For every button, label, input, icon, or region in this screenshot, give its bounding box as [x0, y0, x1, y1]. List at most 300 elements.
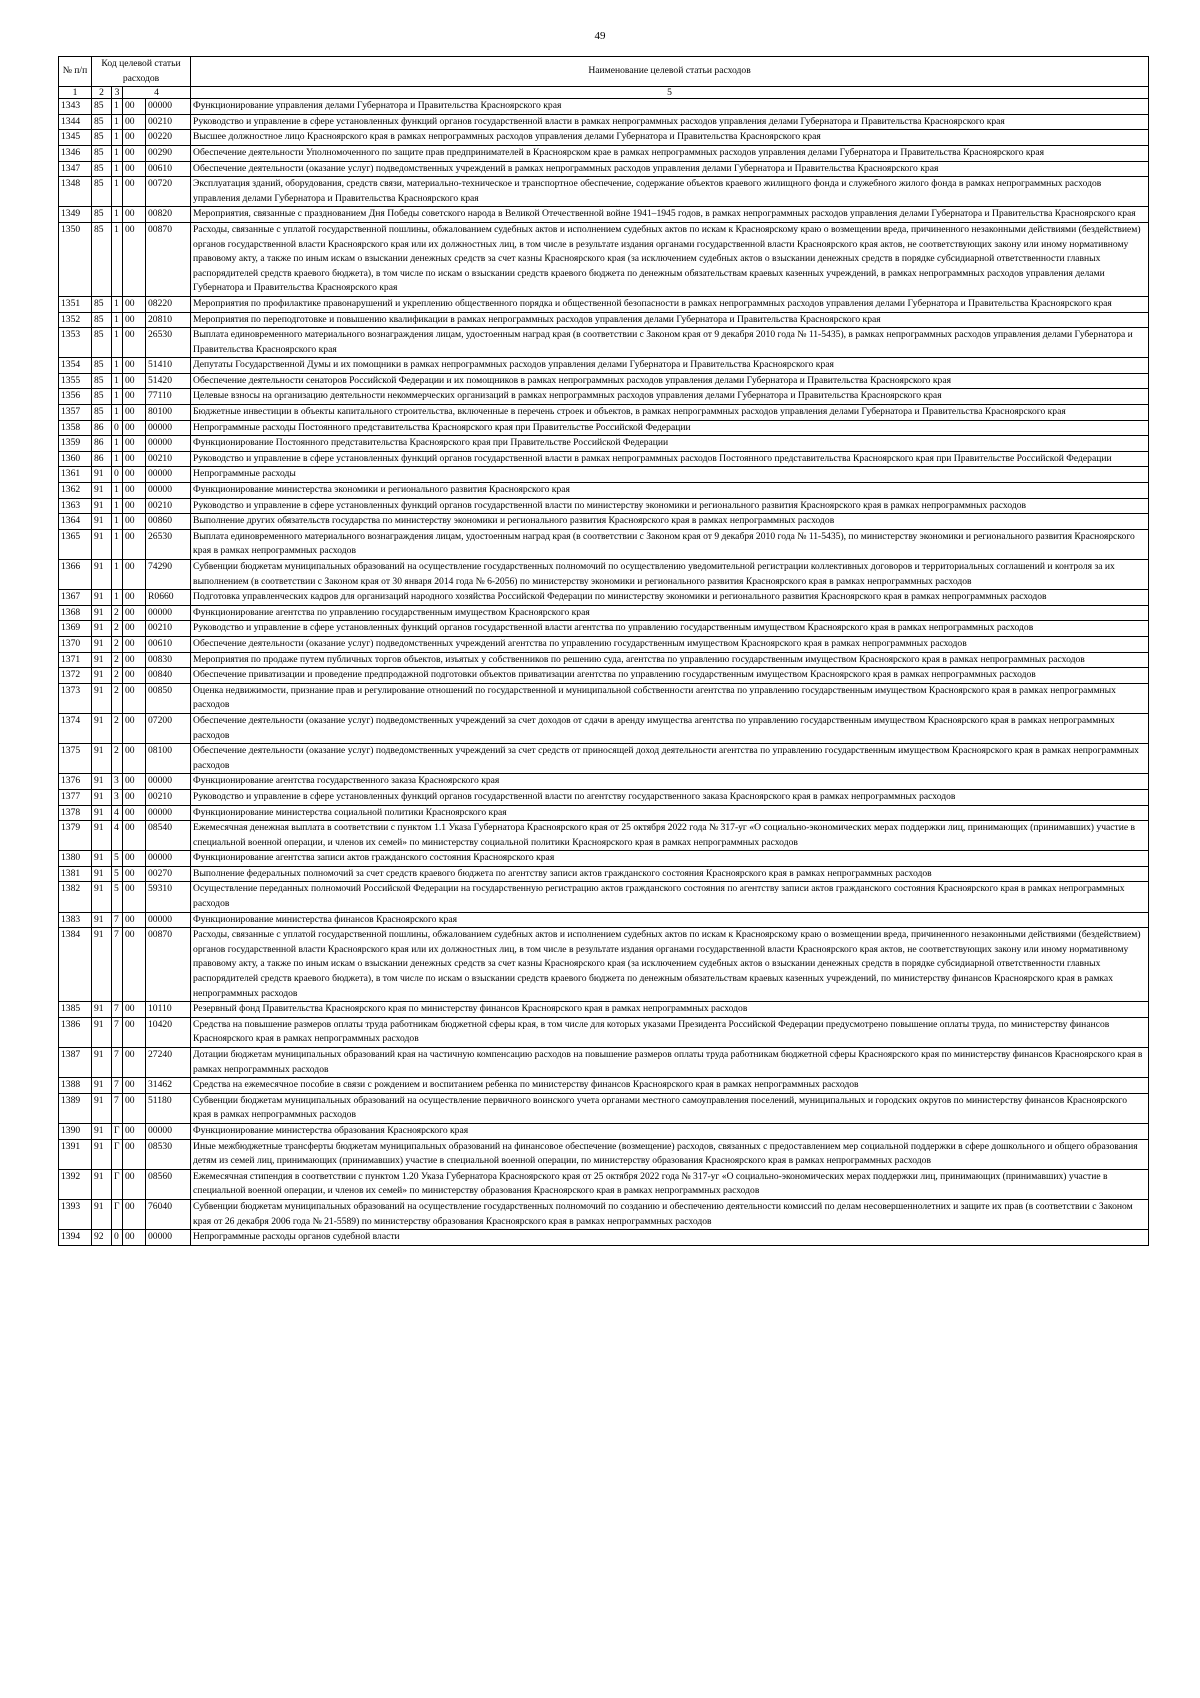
code-part-4-cell: 51410 — [146, 358, 191, 374]
code-part-3-cell: 00 — [123, 114, 146, 130]
code-part-2-cell: 1 — [112, 161, 123, 177]
code-part-2-cell: 1 — [112, 328, 123, 358]
code-part-2-cell: 1 — [112, 514, 123, 530]
article-name-cell: Функционирование министерства финансов Красноярского края — [191, 912, 1149, 928]
code-part-2-cell: 7 — [112, 1017, 123, 1047]
code-part-3-cell: 00 — [123, 483, 146, 499]
row-number-cell: 1377 — [59, 789, 92, 805]
article-name-cell: Функционирование агентства по управлению государственным имуществом Красноярского края — [191, 605, 1149, 621]
code-part-1-cell: 91 — [92, 1169, 112, 1199]
code-part-3-cell: 00 — [123, 99, 146, 115]
code-part-3-cell: 00 — [123, 713, 146, 743]
code-part-3-cell: 00 — [123, 436, 146, 452]
table-row — [59, 99, 1149, 115]
code-part-3-cell: 00 — [123, 207, 146, 223]
code-part-1-cell: 91 — [92, 821, 112, 851]
article-name-cell: Обеспечение деятельности (оказание услуг) подведомственных учреждений за счет доходов от сдачи в аренду имущества агентства по управлению государственным имуществом Красноярского края в рамках непрограммных расходов — [191, 713, 1149, 743]
row-number-cell: 1349 — [59, 207, 92, 223]
code-part-3-cell: 00 — [123, 652, 146, 668]
row-number-cell: 1381 — [59, 866, 92, 882]
code-part-1-cell: 85 — [92, 145, 112, 161]
row-number-cell: 1361 — [59, 467, 92, 483]
code-part-4-cell: 00270 — [146, 866, 191, 882]
header-code: Код целевой статьи расходов — [92, 57, 191, 87]
code-part-1-cell: 91 — [92, 529, 112, 559]
article-name-cell: Руководство и управление в сфере установленных функций органов государственной власти агентства по управлению государственным имуществом Красноярского края в рамках непрограммных расходов — [191, 621, 1149, 637]
code-part-1-cell: 85 — [92, 130, 112, 146]
code-part-1-cell: 85 — [92, 389, 112, 405]
code-part-2-cell: 2 — [112, 636, 123, 652]
code-part-2-cell: 1 — [112, 436, 123, 452]
row-number-cell: 1374 — [59, 713, 92, 743]
row-number-cell: 1347 — [59, 161, 92, 177]
code-part-4-cell: 00000 — [146, 912, 191, 928]
article-name-cell: Резервный фонд Правительства Красноярского края по министерству финансов Красноярского края в рамках непрограммных расходов — [191, 1002, 1149, 1018]
article-name-cell: Функционирование министерства образования Красноярского края — [191, 1123, 1149, 1139]
code-part-4-cell: R0660 — [146, 590, 191, 606]
code-part-3-cell: 00 — [123, 498, 146, 514]
code-part-4-cell: 00000 — [146, 99, 191, 115]
code-part-3-cell: 00 — [123, 420, 146, 436]
row-number-cell: 1370 — [59, 636, 92, 652]
article-name-cell: Дотации бюджетам муниципальных образований края на частичную компенсацию расходов на повышение размеров оплаты труда работникам бюджетной сферы Красноярского края по министерству финансов Красноярского края в рамках непрограммных расходов — [191, 1048, 1149, 1078]
code-part-3-cell: 00 — [123, 882, 146, 912]
code-part-3-cell: 00 — [123, 851, 146, 867]
code-part-3-cell: 00 — [123, 789, 146, 805]
code-part-1-cell: 85 — [92, 207, 112, 223]
code-part-1-cell: 91 — [92, 805, 112, 821]
code-part-3-cell: 00 — [123, 358, 146, 374]
code-part-3-cell: 00 — [123, 1169, 146, 1199]
table-row — [59, 652, 1149, 668]
code-part-1-cell: 91 — [92, 928, 112, 1002]
table-row — [59, 405, 1149, 421]
code-part-3-cell: 00 — [123, 866, 146, 882]
article-name-cell: Непрограммные расходы Постоянного представительства Красноярского края при Правительстве Российской Федерации — [191, 420, 1149, 436]
row-number-cell: 1357 — [59, 405, 92, 421]
code-part-2-cell: 5 — [112, 866, 123, 882]
table-row — [59, 668, 1149, 684]
code-part-1-cell: 91 — [92, 636, 112, 652]
code-part-2-cell: 7 — [112, 1002, 123, 1018]
code-part-2-cell: 7 — [112, 928, 123, 1002]
table-row — [59, 912, 1149, 928]
code-part-2-cell: 1 — [112, 296, 123, 312]
article-name-cell: Руководство и управление в сфере установленных функций органов государственной власти по агентству государственного заказа Красноярского края в рамках непрограммных расходов — [191, 789, 1149, 805]
article-name-cell: Осуществление переданных полномочий Российской Федерации на государственную регистрацию актов гражданского состояния по агентству записи актов гражданского состояния Красноярского края в рамках непрограммных расходов — [191, 882, 1149, 912]
row-number-cell: 1391 — [59, 1139, 92, 1169]
code-part-1-cell: 91 — [92, 1123, 112, 1139]
table-row — [59, 713, 1149, 743]
code-part-4-cell: 27240 — [146, 1048, 191, 1078]
row-number-cell: 1353 — [59, 328, 92, 358]
code-part-1-cell: 85 — [92, 161, 112, 177]
code-part-1-cell: 85 — [92, 373, 112, 389]
code-part-1-cell: 91 — [92, 621, 112, 637]
row-number-cell: 1382 — [59, 882, 92, 912]
code-part-2-cell: 0 — [112, 467, 123, 483]
code-part-2-cell: 4 — [112, 805, 123, 821]
code-part-2-cell: 1 — [112, 207, 123, 223]
table-row — [59, 1123, 1149, 1139]
article-name-cell: Обеспечение деятельности (оказание услуг) подведомственных учреждений в рамках непрограммных расходов управления делами Губернатора и Правительства Красноярского края — [191, 161, 1149, 177]
table-row — [59, 498, 1149, 514]
code-part-1-cell: 91 — [92, 1078, 112, 1094]
code-part-1-cell: 91 — [92, 1139, 112, 1169]
row-number-cell: 1392 — [59, 1169, 92, 1199]
article-name-cell: Обеспечение деятельности (оказание услуг) подведомственных учреждений за счет средств от приносящей доход деятельности агентства по управлению государственным имуществом Красноярского края в рамках непрограммных расходов — [191, 744, 1149, 774]
code-part-2-cell: 1 — [112, 99, 123, 115]
code-part-4-cell: 00000 — [146, 605, 191, 621]
row-number-cell: 1365 — [59, 529, 92, 559]
code-part-4-cell: 00000 — [146, 851, 191, 867]
table-row — [59, 636, 1149, 652]
row-number-cell: 1366 — [59, 560, 92, 590]
code-part-2-cell: 2 — [112, 713, 123, 743]
table-row — [59, 744, 1149, 774]
table-row — [59, 1169, 1149, 1199]
code-part-1-cell: 86 — [92, 451, 112, 467]
code-part-4-cell: 10420 — [146, 1017, 191, 1047]
code-part-1-cell: 85 — [92, 222, 112, 296]
code-part-1-cell: 91 — [92, 483, 112, 499]
code-part-3-cell: 00 — [123, 1093, 146, 1123]
article-name-cell: Функционирование министерства экономики и регионального развития Красноярского края — [191, 483, 1149, 499]
row-number-cell: 1364 — [59, 514, 92, 530]
code-part-1-cell: 85 — [92, 99, 112, 115]
table-row — [59, 866, 1149, 882]
code-part-1-cell: 91 — [92, 652, 112, 668]
code-part-1-cell: 86 — [92, 420, 112, 436]
code-part-4-cell: 00220 — [146, 130, 191, 146]
code-part-2-cell: 5 — [112, 851, 123, 867]
code-part-2-cell: 7 — [112, 912, 123, 928]
code-part-1-cell: 91 — [92, 882, 112, 912]
code-part-3-cell: 00 — [123, 1078, 146, 1094]
code-part-1-cell: 91 — [92, 789, 112, 805]
code-part-3-cell: 00 — [123, 161, 146, 177]
table-row — [59, 1230, 1149, 1246]
code-part-4-cell: 00290 — [146, 145, 191, 161]
code-part-4-cell: 08530 — [146, 1139, 191, 1169]
code-part-4-cell: 00000 — [146, 805, 191, 821]
row-number-cell: 1379 — [59, 821, 92, 851]
table-row — [59, 805, 1149, 821]
code-part-4-cell: 00860 — [146, 514, 191, 530]
code-part-1-cell: 91 — [92, 668, 112, 684]
code-part-2-cell: Г — [112, 1123, 123, 1139]
code-part-2-cell: 1 — [112, 312, 123, 328]
code-part-4-cell: 00850 — [146, 683, 191, 713]
article-name-cell: Депутаты Государственной Думы и их помощники в рамках непрограммных расходов управления делами Губернатора и Правительства Красноярского края — [191, 358, 1149, 374]
code-part-2-cell: 1 — [112, 498, 123, 514]
code-part-1-cell: 91 — [92, 1199, 112, 1229]
code-part-4-cell: 00210 — [146, 114, 191, 130]
code-part-3-cell: 00 — [123, 1048, 146, 1078]
article-name-cell: Выплата единовременного материального вознаграждения лицам, удостоенным наград края (в соответствии с Законом края от 9 декабря 2010 года № 11-5435), в рамках непрограммных расходов управления делами Губернатора и Правительства Красноярского края — [191, 328, 1149, 358]
code-part-1-cell: 91 — [92, 560, 112, 590]
article-name-cell: Обеспечение приватизации и проведение предпродажной подготовки объектов приватизации агентства по управлению государственным имуществом Красноярского края в рамках непрограммных расходов — [191, 668, 1149, 684]
table-row — [59, 296, 1149, 312]
article-name-cell: Ежемесячная денежная выплата в соответствии с пунктом 1.1 Указа Губернатора Красноярского края от 25 октября 2022 года № 317-уг «О социально-экономических мерах поддержки лиц, принимающих (принимавших) участие в специальной военной операции, и членов их семей» по министерству социальной политики Красноярского края в рамках непрограммных расходов — [191, 821, 1149, 851]
table-row — [59, 1199, 1149, 1229]
column-number-4: 4 — [123, 87, 191, 99]
code-part-1-cell: 85 — [92, 328, 112, 358]
row-number-cell: 1363 — [59, 498, 92, 514]
table-row — [59, 467, 1149, 483]
table-row — [59, 683, 1149, 713]
code-part-2-cell: Г — [112, 1139, 123, 1169]
code-part-3-cell: 00 — [123, 805, 146, 821]
code-part-1-cell: 85 — [92, 177, 112, 207]
code-part-2-cell: 3 — [112, 789, 123, 805]
code-part-3-cell: 00 — [123, 296, 146, 312]
code-part-4-cell: 00000 — [146, 774, 191, 790]
row-number-cell: 1390 — [59, 1123, 92, 1139]
table-row — [59, 605, 1149, 621]
code-part-1-cell: 85 — [92, 358, 112, 374]
code-part-3-cell: 00 — [123, 1139, 146, 1169]
code-part-2-cell: 2 — [112, 668, 123, 684]
code-part-4-cell: 59310 — [146, 882, 191, 912]
article-name-cell: Функционирование министерства социальной политики Красноярского края — [191, 805, 1149, 821]
article-name-cell: Руководство и управление в сфере установленных функций органов государственной власти в рамках непрограммных расходов управления делами Губернатора и Правительства Красноярского края — [191, 114, 1149, 130]
code-part-3-cell: 00 — [123, 560, 146, 590]
code-part-4-cell: 07200 — [146, 713, 191, 743]
row-number-cell: 1373 — [59, 683, 92, 713]
code-part-3-cell: 00 — [123, 1017, 146, 1047]
code-part-3-cell: 00 — [123, 605, 146, 621]
page-number: 49 — [594, 30, 606, 42]
column-number-2: 2 — [92, 87, 112, 99]
table-row — [59, 177, 1149, 207]
row-number-cell: 1369 — [59, 621, 92, 637]
code-part-2-cell: 1 — [112, 483, 123, 499]
code-part-2-cell: 1 — [112, 451, 123, 467]
table-row — [59, 590, 1149, 606]
code-part-2-cell: 1 — [112, 145, 123, 161]
article-name-cell: Функционирование Постоянного представительства Красноярского края при Правительстве Российской Федерации — [191, 436, 1149, 452]
code-part-4-cell: 77110 — [146, 389, 191, 405]
code-part-3-cell: 00 — [123, 683, 146, 713]
table-row — [59, 851, 1149, 867]
code-part-3-cell: 00 — [123, 928, 146, 1002]
article-name-cell: Обеспечение деятельности (оказание услуг) подведомственных учреждений агентства по управлению государственным имуществом Красноярского края в рамках непрограммных расходов — [191, 636, 1149, 652]
table-row — [59, 328, 1149, 358]
code-part-3-cell: 00 — [123, 590, 146, 606]
article-name-cell: Расходы, связанные с уплатой государственной пошлины, обжалованием судебных актов и исполнением судебных актов по искам к Красноярскому краю о возмещении вреда, причиненного незаконными действиями (бездействием) органов государственной власти Красноярского края или их должностных лиц, в том числе в результате издания органами государственной власти Красноярского края актов, не соответствующих закону или иному нормативному правовому акту, а также по иным искам о взыскании денежных средств за счет казны Красноярского края (за исключением судебных актов о взыскании денежных средств в порядке субсидиарной ответственности главных распорядителей средств краевого бюджета), в том числе по искам о взыскании средств краевого бюджета по денежным обязательствам краевых казенных учреждений, в рамках непрограммных расходов управления делами Губернатора и Правительства Красноярского края — [191, 222, 1149, 296]
code-part-3-cell: 00 — [123, 130, 146, 146]
code-part-1-cell: 91 — [92, 851, 112, 867]
code-part-1-cell: 85 — [92, 296, 112, 312]
code-part-3-cell: 00 — [123, 1123, 146, 1139]
code-part-2-cell: 7 — [112, 1093, 123, 1123]
code-part-4-cell: 74290 — [146, 560, 191, 590]
document-table-wrapper — [58, 56, 1148, 1246]
code-part-4-cell: 08560 — [146, 1169, 191, 1199]
code-part-4-cell: 08100 — [146, 744, 191, 774]
table-row — [59, 621, 1149, 637]
code-part-2-cell: 0 — [112, 420, 123, 436]
code-part-3-cell: 00 — [123, 373, 146, 389]
code-part-1-cell: 91 — [92, 1093, 112, 1123]
article-name-cell: Мероприятия по продаже путем публичных торгов объектов, изъятых у собственников по решению суда, агентства по управлению государственным имуществом Красноярского края в рамках непрограммных расходов — [191, 652, 1149, 668]
code-part-2-cell: 0 — [112, 1230, 123, 1246]
code-part-2-cell: 1 — [112, 373, 123, 389]
code-part-3-cell: 00 — [123, 328, 146, 358]
code-part-4-cell: 00000 — [146, 1230, 191, 1246]
row-number-cell: 1344 — [59, 114, 92, 130]
article-name-cell: Иные межбюджетные трансферты бюджетам муниципальных образований на финансовое обеспечение (возмещение) расходов, связанных с предоставлением мер социальной поддержки в сфере дошкольного и общего образования детям из семей лиц, принимающих (принимавших) участие в специальной военной операции, по министерству образования Красноярского края в рамках непрограммных расходов — [191, 1139, 1149, 1169]
column-number-1: 1 — [59, 87, 92, 99]
code-part-3-cell: 00 — [123, 668, 146, 684]
code-part-2-cell: 1 — [112, 358, 123, 374]
article-name-cell: Целевые взносы на организацию деятельности некоммерческих организаций в рамках непрограммных расходов управления делами Губернатора и Правительства Красноярского края — [191, 389, 1149, 405]
article-name-cell: Руководство и управление в сфере установленных функций органов государственной власти по министерству экономики и регионального развития Красноярского края в рамках непрограммных расходов — [191, 498, 1149, 514]
article-name-cell: Бюджетные инвестиции в объекты капитального строительства, включенные в перечень строек и объектов, в рамках непрограммных расходов управления делами Губернатора и Правительства Красноярского края — [191, 405, 1149, 421]
code-part-4-cell: 76040 — [146, 1199, 191, 1229]
article-name-cell: Функционирование агентства записи актов гражданского состояния Красноярского края — [191, 851, 1149, 867]
article-name-cell: Субвенции бюджетам муниципальных образований на осуществление государственных полномочий по осуществлению уведомительной регистрации коллективных договоров и территориальных соглашений и контроля за их выполнением (в соответствии с Законом края от 30 января 2014 года № 6-2056) по министерству экономики и регионального развития Красноярского края в рамках непрограммных расходов — [191, 560, 1149, 590]
code-part-4-cell: 00210 — [146, 621, 191, 637]
table-row — [59, 161, 1149, 177]
row-number-cell: 1388 — [59, 1078, 92, 1094]
table-row — [59, 774, 1149, 790]
code-part-3-cell: 00 — [123, 529, 146, 559]
code-part-3-cell: 00 — [123, 222, 146, 296]
code-part-4-cell: 00000 — [146, 420, 191, 436]
code-part-1-cell: 91 — [92, 514, 112, 530]
code-part-3-cell: 00 — [123, 405, 146, 421]
row-number-cell: 1386 — [59, 1017, 92, 1047]
code-part-2-cell: 2 — [112, 605, 123, 621]
row-number-cell: 1389 — [59, 1093, 92, 1123]
table-row — [59, 130, 1149, 146]
article-name-cell: Функционирование управления делами Губернатора и Правительства Красноярского края — [191, 99, 1149, 115]
row-number-cell: 1355 — [59, 373, 92, 389]
code-part-3-cell: 00 — [123, 821, 146, 851]
table-row — [59, 1139, 1149, 1169]
row-number-cell: 1351 — [59, 296, 92, 312]
article-name-cell: Эксплуатация зданий, оборудования, средств связи, материально-техническое и транспортное обеспечение, содержание объектов краевого жилищного фонда и служебного жилого фонда в рамках непрограммных расходов управления делами Губернатора и Правительства Красноярского края — [191, 177, 1149, 207]
code-part-4-cell: 26530 — [146, 529, 191, 559]
code-part-4-cell: 00820 — [146, 207, 191, 223]
row-number-cell: 1359 — [59, 436, 92, 452]
table-row — [59, 821, 1149, 851]
code-part-4-cell: 00210 — [146, 498, 191, 514]
code-part-2-cell: 7 — [112, 1048, 123, 1078]
code-part-1-cell: 86 — [92, 436, 112, 452]
header-name: Наименование целевой статьи расходов — [191, 57, 1149, 87]
table-row — [59, 312, 1149, 328]
row-number-cell: 1393 — [59, 1199, 92, 1229]
row-number-cell: 1348 — [59, 177, 92, 207]
code-part-2-cell: 7 — [112, 1078, 123, 1094]
table-row — [59, 358, 1149, 374]
article-name-cell: Средства на ежемесячное пособие в связи с рождением и воспитанием ребенка по министерству финансов Красноярского края в рамках непрограммных расходов — [191, 1078, 1149, 1094]
table-row — [59, 207, 1149, 223]
code-part-3-cell: 00 — [123, 389, 146, 405]
code-part-4-cell: 00610 — [146, 636, 191, 652]
code-part-2-cell: 1 — [112, 177, 123, 207]
code-part-4-cell: 26530 — [146, 328, 191, 358]
code-part-3-cell: 00 — [123, 621, 146, 637]
table-row — [59, 451, 1149, 467]
article-name-cell: Мероприятия по профилактике правонарушений и укреплению общественного порядка и общественной безопасности в рамках непрограммных расходов управления делами Губернатора и Правительства Красноярского края — [191, 296, 1149, 312]
code-part-1-cell: 85 — [92, 405, 112, 421]
code-part-1-cell: 85 — [92, 114, 112, 130]
code-part-1-cell: 92 — [92, 1230, 112, 1246]
article-name-cell: Расходы, связанные с уплатой государственной пошлины, обжалованием судебных актов и исполнением судебных актов по искам к Красноярскому краю о возмещении вреда, причиненного незаконными действиями (бездействием) органов государственной власти Красноярского края или их должностных лиц, в том числе в результате издания органами государственной власти Красноярского края актов, не соответствующих закону или иному нормативному правовому акту, а также по иным искам о взыскании денежных средств за счет казны Красноярского края (за исключением судебных актов о взыскании денежных средств в порядке субсидиарной ответственности главных распорядителей средств краевого бюджета), в том числе по искам о взыскании средств краевого бюджета по денежным обязательствам краевых казенных учреждений, по министерству финансов Красноярского края в рамках непрограммных расходов — [191, 928, 1149, 1002]
row-number-cell: 1346 — [59, 145, 92, 161]
row-number-cell: 1371 — [59, 652, 92, 668]
code-part-2-cell: Г — [112, 1199, 123, 1229]
code-part-3-cell: 00 — [123, 312, 146, 328]
table-row — [59, 1017, 1149, 1047]
code-part-4-cell: 00000 — [146, 467, 191, 483]
row-number-cell: 1350 — [59, 222, 92, 296]
table-body — [59, 99, 1149, 1246]
row-number-cell: 1368 — [59, 605, 92, 621]
row-number-cell: 1380 — [59, 851, 92, 867]
row-number-cell: 1372 — [59, 668, 92, 684]
article-name-cell: Выполнение федеральных полномочий за счет средств краевого бюджета по агентству записи актов гражданского состояния Красноярского края в рамках непрограммных расходов — [191, 866, 1149, 882]
column-number-3: 3 — [112, 87, 123, 99]
code-part-2-cell: 2 — [112, 683, 123, 713]
column-number-row — [59, 87, 1149, 99]
table-row — [59, 514, 1149, 530]
code-part-4-cell: 00610 — [146, 161, 191, 177]
article-name-cell: Выполнение других обязательств государства по министерству экономики и регионального развития Красноярского края в рамках непрограммных расходов — [191, 514, 1149, 530]
table-row — [59, 420, 1149, 436]
code-part-3-cell: 00 — [123, 1199, 146, 1229]
row-number-cell: 1360 — [59, 451, 92, 467]
code-part-1-cell: 91 — [92, 590, 112, 606]
code-part-3-cell: 00 — [123, 145, 146, 161]
article-name-cell: Высшее должностное лицо Красноярского края в рамках непрограммных расходов управления делами Губернатора и Правительства Красноярского края — [191, 130, 1149, 146]
code-part-3-cell: 00 — [123, 177, 146, 207]
table-row — [59, 789, 1149, 805]
code-part-2-cell: Г — [112, 1169, 123, 1199]
code-part-1-cell: 91 — [92, 744, 112, 774]
article-name-cell: Оценка недвижимости, признание прав и регулирование отношений по государственной и муниципальной собственности агентства по управлению государственным имуществом Красноярского края в рамках непрограммных расходов — [191, 683, 1149, 713]
code-part-2-cell: 1 — [112, 529, 123, 559]
code-part-1-cell: 91 — [92, 1048, 112, 1078]
table-row — [59, 222, 1149, 296]
code-part-2-cell: 2 — [112, 652, 123, 668]
article-name-cell: Подготовка управленческих кадров для организаций народного хозяйства Российской Федерации по министерству экономики и регионального развития Красноярского края в рамках непрограммных расходов — [191, 590, 1149, 606]
code-part-4-cell: 00210 — [146, 451, 191, 467]
code-part-2-cell: 2 — [112, 744, 123, 774]
code-part-4-cell: 10110 — [146, 1002, 191, 1018]
code-part-1-cell: 91 — [92, 467, 112, 483]
code-part-3-cell: 00 — [123, 467, 146, 483]
table-row — [59, 560, 1149, 590]
row-number-cell: 1345 — [59, 130, 92, 146]
code-part-3-cell: 00 — [123, 912, 146, 928]
code-part-2-cell: 1 — [112, 405, 123, 421]
code-part-4-cell: 00870 — [146, 222, 191, 296]
code-part-4-cell: 00840 — [146, 668, 191, 684]
code-part-4-cell: 20810 — [146, 312, 191, 328]
row-number-cell: 1356 — [59, 389, 92, 405]
code-part-3-cell: 00 — [123, 744, 146, 774]
article-name-cell: Субвенции бюджетам муниципальных образований на осуществление государственных полномочий по созданию и обеспечению деятельности комиссий по делам несовершеннолетних и защите их прав (в соответствии с Законом края от 26 декабря 2006 года № 21-5589) по министерству образования Красноярского края в рамках непрограммных расходов — [191, 1199, 1149, 1229]
row-number-cell: 1367 — [59, 590, 92, 606]
code-part-4-cell: 31462 — [146, 1078, 191, 1094]
row-number-cell: 1376 — [59, 774, 92, 790]
code-part-4-cell: 08540 — [146, 821, 191, 851]
